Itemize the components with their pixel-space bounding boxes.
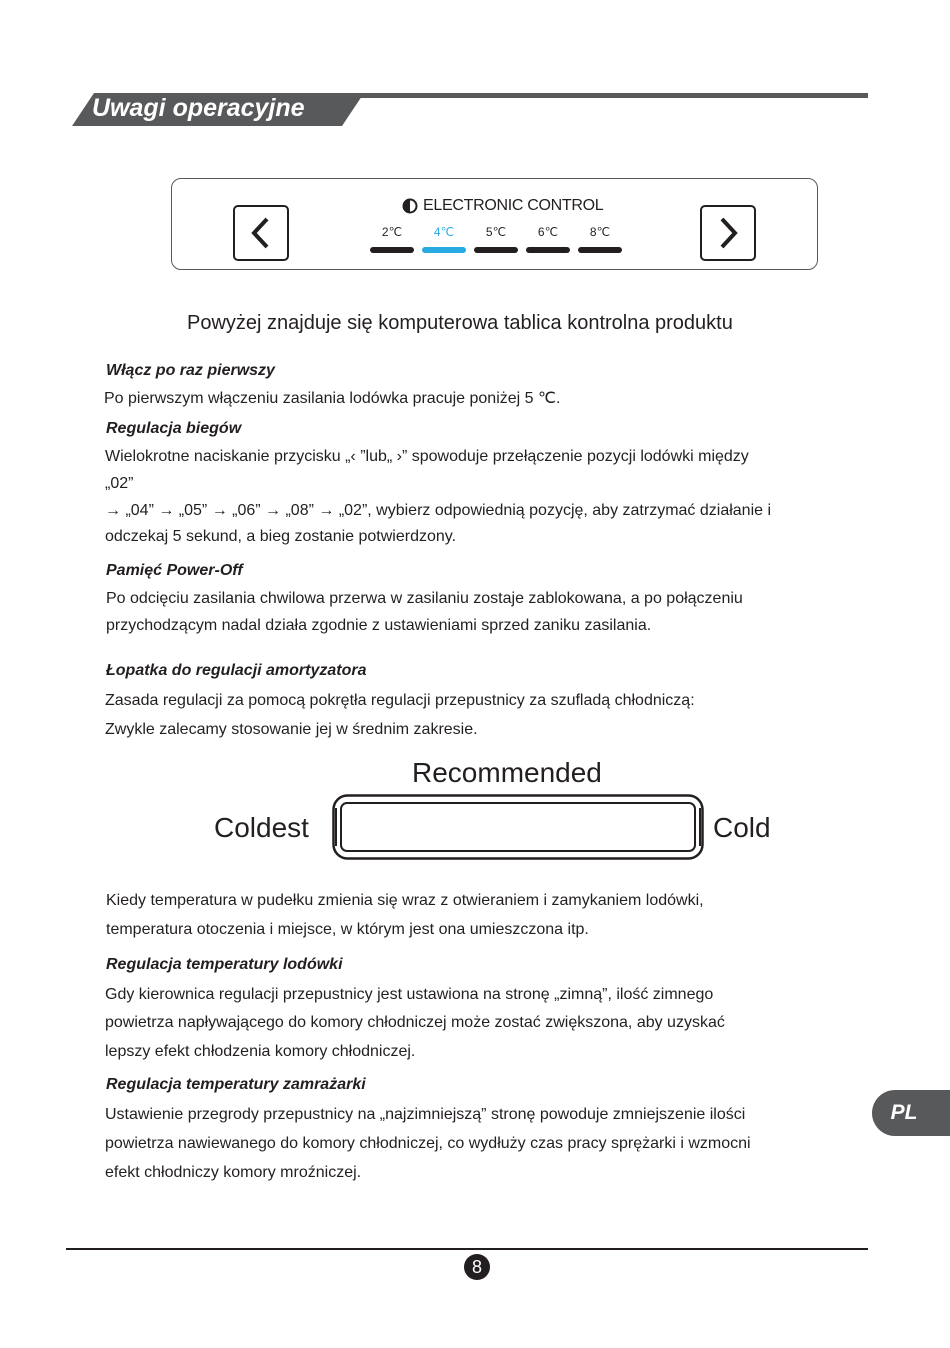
temperature-label: 4℃ xyxy=(433,225,455,239)
language-tab: PL xyxy=(872,1090,950,1136)
increase-button xyxy=(700,205,756,261)
damper-note-line-2: temperatura otoczenia i miejsce, w którym jest ona umieszczona itp. xyxy=(106,921,589,938)
gear-line-3: → „04” → „05” → „06” → „08” → „02”, wybierz odpowiednią pozycję, aby zatrzymać działanie i xyxy=(105,502,772,519)
temperature-bar xyxy=(578,247,622,253)
damper-cold-label: Cold xyxy=(713,812,771,843)
temperature-selector xyxy=(370,225,622,255)
temperature-option xyxy=(474,225,518,239)
electronic-control-label xyxy=(402,196,603,216)
temperature-bar xyxy=(474,247,518,253)
temperature-bar xyxy=(422,247,466,253)
electronic-control-text: ELECTRONIC CONTROL xyxy=(423,197,604,214)
damper-line-2: Zwykle zalecamy stosowanie jej w średnim zakresie. xyxy=(105,721,478,738)
damper-note-line-1: Kiedy temperatura w pudełku zmienia się wraz z otwieraniem i zamykaniem lodówki, xyxy=(106,892,704,909)
damper-line-1: Zasada regulacji za pomocą pokrętła regulacji przepustnicy za szufladą chłodniczą: xyxy=(105,692,695,709)
footer-rule xyxy=(66,1248,868,1250)
damper-inner-frame xyxy=(341,803,695,851)
temperature-bar xyxy=(526,247,570,253)
damper-slider-graphic xyxy=(332,794,704,860)
heading-gear: Regulacja biegów xyxy=(106,420,242,437)
page-number: 8 xyxy=(464,1254,490,1280)
panel-caption: Powyżej znajduje się komputerowa tablica kontrolna produktu xyxy=(187,312,733,334)
temperature-option xyxy=(526,225,570,239)
freezer-temp-line-2: powietrza nawiewanego do komory chłodniczej, co wydłuży czas pracy sprężarki i wzmocni xyxy=(105,1135,751,1152)
gear-line-4: odczekaj 5 sekund, a bieg zostanie potwierdzony. xyxy=(105,528,457,545)
fridge-temp-line-3: lepszy efekt chłodzenia komory chłodniczej. xyxy=(105,1043,416,1060)
heading-damper: Łopatka do regulacji amortyzatora xyxy=(106,662,367,679)
fridge-temp-line-2: powietrza napływającego do komory chłodniczej może zostać zwiększona, aby uzyskać xyxy=(105,1014,725,1031)
first-on-line-1: Po pierwszym włączeniu zasilania lodówka pracuje poniżej 5 ℃. xyxy=(104,390,561,407)
heading-first-on: Włącz po raz pierwszy xyxy=(106,362,275,379)
memory-line-1: Po odcięciu zasilania chwilowa przerwa w zasilaniu zostaje zablokowana, a po połączeniu xyxy=(106,590,743,607)
half-circle-icon xyxy=(402,198,418,214)
heading-fridge-temp: Regulacja temperatury lodówki xyxy=(106,956,343,973)
damper-outer-frame xyxy=(334,796,703,859)
temperature-option xyxy=(578,225,622,239)
temperature-label: 8℃ xyxy=(589,225,611,239)
gear-line-1: Wielokrotne naciskanie przycisku „‹ ”lub„ ›” spowoduje przełączenie pozycji lodówki między xyxy=(105,448,749,465)
temperature-bar xyxy=(370,247,414,253)
header-rule xyxy=(340,93,868,98)
decrease-button xyxy=(233,205,289,261)
temperature-option xyxy=(370,225,414,239)
gear-line-2: „02” xyxy=(105,475,134,492)
fridge-temp-line-1: Gdy kierownica regulacji przepustnicy jest ustawiona na stronę „zimną”, ilość zimnego xyxy=(105,986,714,1003)
freezer-temp-line-3: efekt chłodniczy komory mroźniczej. xyxy=(105,1164,362,1181)
temperature-option xyxy=(422,225,466,239)
page-title: Uwagi operacyjne xyxy=(92,94,305,122)
damper-recommended-label: Recommended xyxy=(412,757,602,788)
chevron-left-icon xyxy=(249,215,273,251)
memory-line-2: przychodzącym nadal działa zgodnie z ustawieniami sprzed zaniku zasilania. xyxy=(106,617,652,634)
heading-freezer-temp: Regulacja temperatury zamrażarki xyxy=(106,1076,366,1093)
temperature-label: 6℃ xyxy=(537,225,559,239)
damper-coldest-label: Coldest xyxy=(214,812,309,843)
temperature-label: 2℃ xyxy=(381,225,403,239)
chevron-right-icon xyxy=(716,215,740,251)
heading-memory: Pamięć Power-Off xyxy=(106,562,243,579)
freezer-temp-line-1: Ustawienie przegrody przepustnicy na „najzimniejszą” stronę powoduje zmniejszenie ilości xyxy=(105,1106,746,1123)
temperature-label: 5℃ xyxy=(485,225,507,239)
